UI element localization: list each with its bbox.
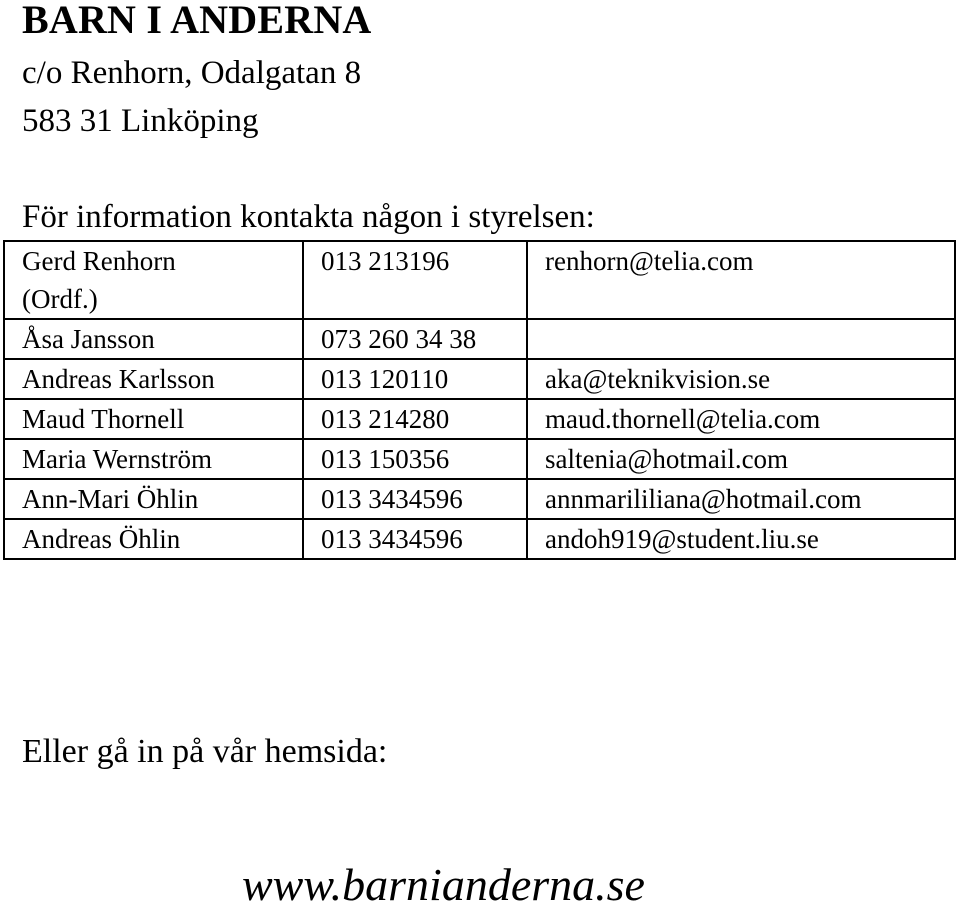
table-row <box>4 359 955 399</box>
member-name-cell <box>4 241 303 319</box>
table-row <box>4 479 955 519</box>
member-email[interactable]: aka@teknikvision.se <box>527 359 955 399</box>
member-email[interactable]: annmarililiana@hotmail.com <box>527 479 955 519</box>
table-row <box>4 319 955 359</box>
member-name: Ann-Mari Öhlin <box>4 479 303 519</box>
table-row <box>4 439 955 479</box>
member-name: Maria Wernström <box>4 439 303 479</box>
table-row <box>4 399 955 439</box>
member-email[interactable]: andoh919@student.liu.se <box>527 519 955 559</box>
member-phone: 013 214280 <box>303 399 527 439</box>
address-line-2: 583 31 Linköping <box>22 103 259 139</box>
board-contacts-table <box>3 240 956 560</box>
member-name: Maud Thornell <box>4 399 303 439</box>
address-line-1: c/o Renhorn, Odalgatan 8 <box>22 55 362 91</box>
contact-heading: För information kontakta någon i styrelsen: <box>22 199 595 235</box>
member-phone: 073 260 34 38 <box>303 319 527 359</box>
member-name: Andreas Karlsson <box>4 359 303 399</box>
member-email[interactable]: maud.thornell@telia.com <box>527 399 955 439</box>
member-name: Åsa Jansson <box>4 319 303 359</box>
member-phone: 013 120110 <box>303 359 527 399</box>
website-prompt: Eller gå in på vår hemsida: <box>22 733 388 770</box>
member-phone: 013 3434596 <box>303 479 527 519</box>
member-phone: 013 213196 <box>303 241 527 319</box>
member-email[interactable]: saltenia@hotmail.com <box>527 439 955 479</box>
member-name: Andreas Öhlin <box>4 519 303 559</box>
member-name: Gerd Renhorn <box>22 246 176 276</box>
member-phone: 013 150356 <box>303 439 527 479</box>
organization-title: BARN I ANDERNA <box>22 0 372 42</box>
member-email[interactable]: renhorn@telia.com <box>545 246 754 276</box>
member-phone: 013 3434596 <box>303 519 527 559</box>
member-role: (Ordf.) <box>22 284 98 314</box>
table-row <box>4 241 955 319</box>
table-row <box>4 519 955 559</box>
member-email <box>527 319 955 359</box>
website-link[interactable]: www.barnianderna.se <box>242 859 645 910</box>
